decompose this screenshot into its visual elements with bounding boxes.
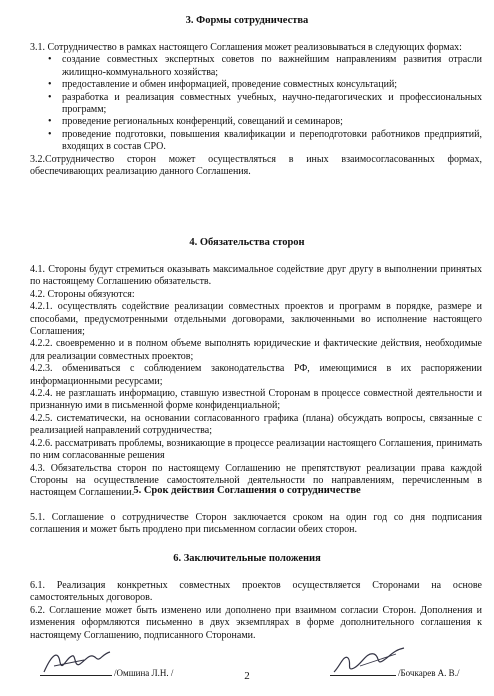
paragraph-6-1: 6.1. Реализация конкретных совместных проектов осуществляется Сторонами на основе самостоятельных договоров. [30, 580, 482, 604]
list-item: • предоставление и обмен информацией, проведение совместных консультаций; [30, 79, 482, 91]
forms-list [30, 54, 482, 153]
list-item: • создание совместных экспертных советов по важнейшим направлениям развития отрасли жилищно-коммунального хозяйства; [30, 54, 482, 79]
paragraph-4-2-4: 4.2.4. не разглашать информацию, ставшую известной Сторонам в процессе совместной деятельности и признанную ими в письменной форме конфиденциальной; [30, 388, 482, 412]
list-item: • разработка и реализация совместных учебных, научно-педагогических и профессиональных программ; [30, 92, 482, 117]
paragraph-4-1: 4.1. Стороны будут стремиться оказывать максимальное содействие друг другу в выполнении принятых по настоящему Соглашению обязательств. [30, 264, 482, 288]
section-5-body [30, 512, 482, 537]
paragraph-5-1: 5.1. Соглашение о сотрудничестве Сторон заключается сроком на один год со дня подписания соглашения и может быть продлено при письменном согласии обеих сторон. [30, 512, 482, 536]
right-signature-line [330, 675, 396, 676]
section-3-title: 3. Формы сотрудничества [185, 15, 309, 26]
section-6-title: 6. Заключительные положения [173, 553, 321, 564]
paragraph-4-2-1: 4.2.1. осуществлять содействие реализации совместных проектов и программ в порядке, размере и способами, предусмотренными отдельными договорами, заключенными во исполнение настоящего Соглашения; [30, 301, 482, 338]
section-3-body [30, 42, 482, 178]
paragraph-6-2: 6.2. Соглашение может быть изменено или дополнено при взаимном согласии Сторон. Дополнения и изменения оформляются письменно в двух экземплярах в форме дополнительного соглашения к настоящему Соглашению, подписанного Сторонами. [30, 604, 482, 641]
paragraph-4-3: 4.3. Обязательства сторон по настоящему Соглашению не препятствуют реализации права каждой Стороны на осуществление самостоятельной деятельности по направлениям, перечисленным в настоящем Соглашении. [30, 462, 482, 499]
left-signer-name: /Омшина Л.Н. / [114, 668, 174, 678]
section-6-body [30, 580, 482, 642]
page-number: 2 [244, 670, 250, 682]
section-4-title: 4. Обязательства сторон [189, 237, 305, 248]
paragraph-4-2-2: 4.2.2. своевременно и в полном объеме выполнять юридические и фактические действия, необходимые для реализации совместных проектов; [30, 338, 482, 362]
paragraph-3-2: 3.2.Сотрудничество сторон может осуществляться в иных взаимосогласованных формах, обеспечивающих реализацию данного Соглашения. [30, 153, 482, 178]
right-signer-name: /Бочкарев А. В./ [398, 668, 460, 678]
section-5-title: 5. Срок действия Соглашения о сотрудничестве [133, 485, 361, 496]
paragraph-3-1: 3.1. Сотрудничество в рамках настоящего Соглашения может реализовываться в следующих формах: [30, 42, 462, 53]
list-item: • проведение подготовки, повышения квалификации и переподготовки работников предприятий, входящих в состав СРО. [30, 129, 482, 154]
paragraph-4-2-5: 4.2.5. систематически, на основании согласованного графика (плана) обсуждать вопросы, связанные с реализацией направлений сотрудничества; [30, 412, 482, 437]
paragraph-4-2-3: 4.2.3. обмениваться с соблюдением законодательства РФ, имеющимися в их распоряжении информационными ресурсами; [30, 363, 482, 387]
paragraph-4-2-6: 4.2.6. рассматривать проблемы, возникающие в процессе реализации настоящего Соглашения, принимать по ним согласованные решения [30, 437, 482, 462]
section-4-body [30, 264, 482, 500]
paragraph-4-2: 4.2. Стороны обязуются: [30, 288, 135, 300]
list-item: • проведение региональных конференций, совещаний и семинаров; [30, 116, 482, 128]
